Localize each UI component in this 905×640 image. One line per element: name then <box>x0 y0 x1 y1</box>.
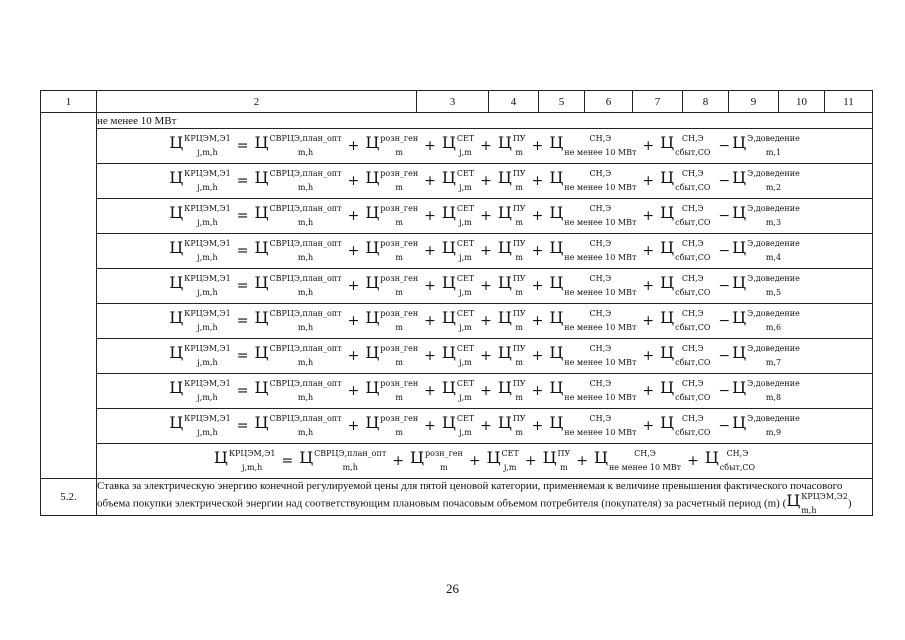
plus-sign: + <box>480 418 492 434</box>
symbol-svrce: Ц СВРЦЭ,план_опт m,h <box>254 413 342 437</box>
formula-row <box>41 234 873 269</box>
price-formula <box>169 310 800 332</box>
plus-sign: + <box>480 138 492 154</box>
minus-sign: − <box>718 173 731 189</box>
formula-cell <box>97 409 873 444</box>
symbol-sn-e: Ц СН,Э не менее 10 МВт <box>549 133 637 157</box>
symbol-sbyt-so: Ц СН,Э сбыт,СО <box>660 133 711 157</box>
formula-cell <box>97 129 873 164</box>
symbol-dovedenie: Ц Э,доведение m,3 <box>732 203 800 227</box>
symbol-pu: Ц ПУ m <box>497 203 526 227</box>
symbol-pu: Ц ПУ m <box>497 273 526 297</box>
plus-sign: + <box>480 173 492 189</box>
symbol-svrce: Ц СВРЦЭ,план_опт m,h <box>254 378 342 402</box>
plus-sign: + <box>347 173 360 189</box>
price-formula <box>169 345 800 367</box>
plus-sign: + <box>576 453 589 469</box>
plus-sign: + <box>531 243 544 259</box>
symbol-krcem: Ц КРЦЭМ,Э1 j,m,h <box>169 168 231 192</box>
symbol-sn-e: Ц СН,Э не менее 10 МВт <box>549 308 637 332</box>
symbol-pu: Ц ПУ m <box>497 168 526 192</box>
plus-sign: + <box>347 383 360 399</box>
symbol-set: Ц СЕТ j,m <box>441 413 475 437</box>
item-5-2-row <box>41 479 873 516</box>
symbol-krcem: Ц КРЦЭМ,Э1 j,m,h <box>169 308 231 332</box>
plus-sign: + <box>642 418 655 434</box>
symbol-sbyt-so: Ц СН,Э сбыт,СО <box>660 238 711 262</box>
plus-sign: + <box>480 243 492 259</box>
formula-cell <box>97 374 873 409</box>
plus-sign: + <box>642 243 655 259</box>
formula-cell <box>97 304 873 339</box>
symbol-pu: Ц ПУ m <box>542 448 571 472</box>
item-5-2-symbol: Ц КРЦЭМ,Э2 m,h <box>786 491 848 515</box>
section-label-row <box>41 113 873 129</box>
plus-sign: + <box>480 278 492 294</box>
equals-sign: = <box>236 173 249 189</box>
symbol-sn-e: Ц СН,Э не менее 10 МВт <box>549 378 637 402</box>
plus-sign: + <box>480 383 492 399</box>
minus-sign: − <box>718 208 731 224</box>
symbol-pu: Ц ПУ m <box>497 133 526 157</box>
col-number-7: 7 <box>633 91 683 113</box>
equals-sign: = <box>236 278 249 294</box>
col-number-4: 4 <box>489 91 539 113</box>
plus-sign: + <box>531 348 544 364</box>
plus-sign: + <box>424 383 436 399</box>
symbol-sbyt-so: Ц СН,Э сбыт,СО <box>660 343 711 367</box>
symbol-sbyt-so: Ц СН,Э сбыт,СО <box>660 413 711 437</box>
section-label: не менее 10 МВт <box>97 113 873 129</box>
symbol-sbyt-so: Ц СН,Э сбыт,СО <box>660 378 711 402</box>
plus-sign: + <box>424 313 436 329</box>
minus-sign: − <box>718 313 731 329</box>
equals-sign: = <box>236 383 249 399</box>
symbol-svrce: Ц СВРЦЭ,план_опт m,h <box>254 168 342 192</box>
plus-sign: + <box>531 313 544 329</box>
minus-sign: − <box>718 278 731 294</box>
symbol-rozn-gen: Ц розн_ген m <box>410 448 463 472</box>
plus-sign: + <box>347 138 360 154</box>
formula-cell <box>97 199 873 234</box>
plus-sign: + <box>424 418 436 434</box>
price-formula <box>169 240 800 262</box>
formula-cell <box>97 339 873 374</box>
item-number: 5.2. <box>41 479 97 516</box>
formula-row <box>41 339 873 374</box>
symbol-rozn-gen: Ц розн_ген m <box>365 273 419 297</box>
symbol-sn-e: Ц СН,Э не менее 10 МВт <box>549 238 637 262</box>
plus-sign: + <box>347 313 360 329</box>
symbol-sn-e: Ц СН,Э не менее 10 МВт <box>549 168 637 192</box>
symbol-rozn-gen: Ц розн_ген m <box>365 343 419 367</box>
plus-sign: + <box>642 313 655 329</box>
equals-sign: = <box>236 348 249 364</box>
price-formula <box>214 450 755 472</box>
col-number-11: 11 <box>825 91 873 113</box>
plus-sign: + <box>531 278 544 294</box>
symbol-dovedenie: Ц Э,доведение m,1 <box>732 133 800 157</box>
col-number-6: 6 <box>585 91 633 113</box>
plus-sign: + <box>424 278 436 294</box>
page-number: 26 <box>446 581 459 596</box>
item-5-2-description: Ставка за электрическую энергию конечной регулируемой цены для пятой ценовой категории, применяемая к величине превышения фактического почасового объема покупки электрической энергии над соответствующим плановым почасовым объемом потребителя (покупателя) за расчетный период (m) ( <box>97 480 843 510</box>
symbol-sn-e: Ц СН,Э не менее 10 МВт <box>549 343 637 367</box>
formula-cell <box>97 444 873 479</box>
symbol-set: Ц СЕТ j,m <box>441 203 475 227</box>
symbol-rozn-gen: Ц розн_ген m <box>365 308 419 332</box>
symbol-set: Ц СЕТ j,m <box>441 133 475 157</box>
plus-sign: + <box>642 138 655 154</box>
formula-row <box>41 409 873 444</box>
plus-sign: + <box>347 278 360 294</box>
symbol-rozn-gen: Ц розн_ген m <box>365 133 419 157</box>
symbol-svrce: Ц СВРЦЭ,план_опт m,h <box>299 448 387 472</box>
symbol-dovedenie: Ц Э,доведение m,2 <box>732 168 800 192</box>
plus-sign: + <box>347 243 360 259</box>
symbol-svrce: Ц СВРЦЭ,план_опт m,h <box>254 308 342 332</box>
symbol-dovedenie: Ц Э,доведение m,9 <box>732 413 800 437</box>
symbol-rozn-gen: Ц розн_ген m <box>365 413 419 437</box>
tariff-table <box>40 90 873 516</box>
minus-sign: − <box>718 348 731 364</box>
symbol-dovedenie: Ц Э,доведение m,6 <box>732 308 800 332</box>
symbol-sn-e: Ц СН,Э не менее 10 МВт <box>549 413 637 437</box>
price-formula <box>169 275 800 297</box>
symbol-krcem: Ц КРЦЭМ,Э1 j,m,h <box>169 203 231 227</box>
plus-sign: + <box>468 453 481 469</box>
price-formula <box>169 135 800 157</box>
col-number-10: 10 <box>779 91 825 113</box>
symbol-dovedenie: Ц Э,доведение m,5 <box>732 273 800 297</box>
symbol-pu: Ц ПУ m <box>497 308 526 332</box>
symbol-svrce: Ц СВРЦЭ,план_опт m,h <box>254 203 342 227</box>
symbol-pu: Ц ПУ m <box>497 238 526 262</box>
plus-sign: + <box>347 348 360 364</box>
symbol-dovedenie: Ц Э,доведение m,7 <box>732 343 800 367</box>
symbol-rozn-gen: Ц розн_ген m <box>365 203 419 227</box>
plus-sign: + <box>531 383 544 399</box>
symbol-set: Ц СЕТ j,m <box>441 378 475 402</box>
formula-row <box>41 444 873 479</box>
symbol-rozn-gen: Ц розн_ген m <box>365 238 419 262</box>
minus-sign: − <box>718 383 731 399</box>
plus-sign: + <box>480 348 492 364</box>
col-number-9: 9 <box>729 91 779 113</box>
formula-cell <box>97 269 873 304</box>
plus-sign: + <box>642 383 655 399</box>
symbol-set: Ц СЕТ j,m <box>441 343 475 367</box>
plus-sign: + <box>531 138 544 154</box>
symbol-sbyt-so: Ц СН,Э сбыт,СО <box>660 308 711 332</box>
symbol-pu: Ц ПУ m <box>497 413 526 437</box>
equals-sign: = <box>236 313 249 329</box>
minus-sign: − <box>718 243 731 259</box>
plus-sign: + <box>347 418 360 434</box>
plus-sign: + <box>424 138 436 154</box>
symbol-pu: Ц ПУ m <box>497 378 526 402</box>
formula-row <box>41 199 873 234</box>
formula-row <box>41 164 873 199</box>
col-number-8: 8 <box>683 91 729 113</box>
symbol-rozn-gen: Ц розн_ген m <box>365 168 419 192</box>
symbol-sbyt-so: Ц СН,Э сбыт,СО <box>660 168 711 192</box>
formula-cell <box>97 164 873 199</box>
symbol-krcem: Ц КРЦЭМ,Э1 j,m,h <box>169 343 231 367</box>
symbol-dovedenie: Ц Э,доведение m,4 <box>732 238 800 262</box>
plus-sign: + <box>392 453 404 469</box>
equals-sign: = <box>236 418 249 434</box>
item-5-2-closing: ) <box>847 497 852 510</box>
symbol-krcem: Ц КРЦЭМ,Э1 j,m,h <box>169 133 231 157</box>
col-number-2: 2 <box>97 91 417 113</box>
formula-row <box>41 129 873 164</box>
symbol-krcem: Ц КРЦЭМ,Э1 j,m,h <box>169 273 231 297</box>
symbol-krcem: Ц КРЦЭМ,Э1 j,m,h <box>169 378 231 402</box>
item-5-2-text <box>97 479 873 516</box>
plus-sign: + <box>424 348 436 364</box>
price-formula <box>169 415 800 437</box>
plus-sign: + <box>424 208 436 224</box>
equals-sign: = <box>236 138 249 154</box>
symbol-sbyt-so: Ц СН,Э сбыт,СО <box>660 273 711 297</box>
symbol-set: Ц СЕТ j,m <box>486 448 519 472</box>
minus-sign: − <box>718 138 731 154</box>
symbol-krcem: Ц КРЦЭМ,Э1 j,m,h <box>213 448 276 472</box>
symbol-sbyt-so: Ц СН,Э сбыт,СО <box>704 448 756 472</box>
equals-sign: = <box>281 453 294 469</box>
symbol-dovedenie: Ц Э,доведение m,8 <box>732 378 800 402</box>
symbol-krcem: Ц КРЦЭМ,Э1 j,m,h <box>169 413 231 437</box>
symbol-rozn-gen: Ц розн_ген m <box>365 378 419 402</box>
minus-sign: − <box>718 418 731 434</box>
symbol-sbyt-so: Ц СН,Э сбыт,СО <box>660 203 711 227</box>
plus-sign: + <box>480 313 492 329</box>
symbol-svrce: Ц СВРЦЭ,план_опт m,h <box>254 343 342 367</box>
plus-sign: + <box>347 208 360 224</box>
plus-sign: + <box>424 243 436 259</box>
col-number-5: 5 <box>539 91 585 113</box>
symbol-svrce: Ц СВРЦЭ,план_опт m,h <box>254 133 342 157</box>
plus-sign: + <box>642 208 655 224</box>
formula-row <box>41 269 873 304</box>
plus-sign: + <box>524 453 537 469</box>
symbol-set: Ц СЕТ j,m <box>441 273 475 297</box>
price-formula <box>169 380 800 402</box>
formula-cell <box>97 234 873 269</box>
plus-sign: + <box>687 453 699 469</box>
symbol-sn-e: Ц СН,Э не менее 10 МВт <box>594 448 682 472</box>
plus-sign: + <box>531 173 544 189</box>
symbol-sn-e: Ц СН,Э не менее 10 МВт <box>549 203 637 227</box>
symbol-svrce: Ц СВРЦЭ,план_опт m,h <box>254 238 342 262</box>
plus-sign: + <box>531 418 544 434</box>
plus-sign: + <box>642 278 655 294</box>
plus-sign: + <box>424 173 436 189</box>
symbol-set: Ц СЕТ j,m <box>441 168 475 192</box>
price-formula <box>169 205 800 227</box>
symbol-sn-e: Ц СН,Э не менее 10 МВт <box>549 273 637 297</box>
symbol-pu: Ц ПУ m <box>497 343 526 367</box>
plus-sign: + <box>642 173 655 189</box>
equals-sign: = <box>236 243 249 259</box>
plus-sign: + <box>480 208 492 224</box>
plus-sign: + <box>531 208 544 224</box>
plus-sign: + <box>642 348 655 364</box>
price-formula <box>169 170 800 192</box>
formula-row <box>41 374 873 409</box>
symbol-set: Ц СЕТ j,m <box>441 238 475 262</box>
col-number-1: 1 <box>41 91 97 113</box>
symbol-svrce: Ц СВРЦЭ,план_опт m,h <box>254 273 342 297</box>
header-row <box>41 91 873 113</box>
symbol-krcem: Ц КРЦЭМ,Э1 j,m,h <box>169 238 231 262</box>
col-number-3: 3 <box>417 91 489 113</box>
item-number-cell <box>41 113 97 479</box>
symbol-set: Ц СЕТ j,m <box>441 308 475 332</box>
equals-sign: = <box>236 208 249 224</box>
formula-row <box>41 304 873 339</box>
